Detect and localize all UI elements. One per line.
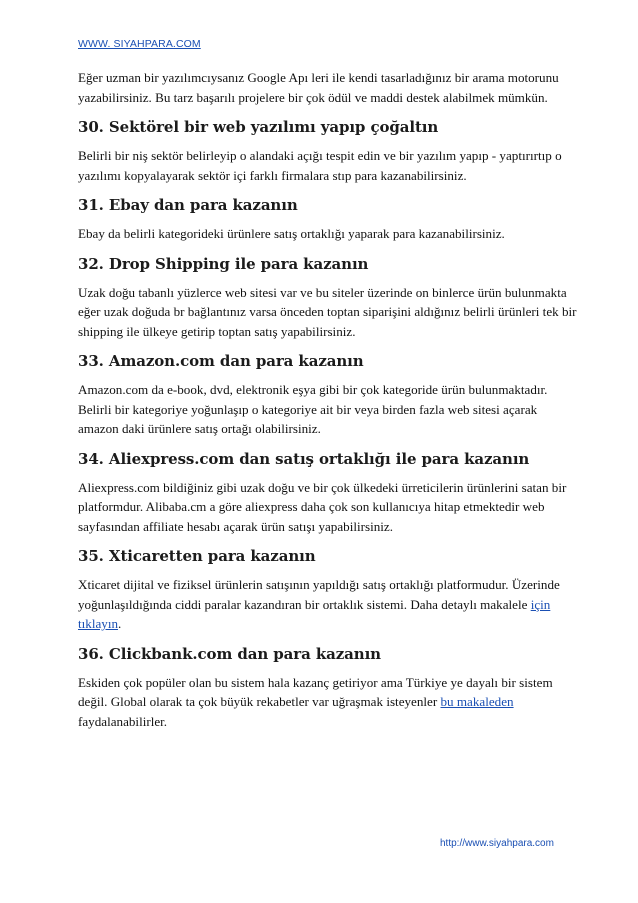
section-35-text: Xticaret dijital ve fiziksel ürünlerin satışının yapıldığı satış ortaklığı platformudur. Üzerinde yoğunlaşıldığında ciddi paralar kazandıran bir ortaklık sistemi. Daha detaylı makalele — [78, 577, 560, 612]
section-36-text-end: faydalanabilirler. — [78, 713, 168, 729]
section-31-body: Ebay da belirli kategorideki ürünlere satış ortaklığı yaparak para kazanabilirsiniz. — [78, 226, 505, 241]
section-34-title: 34. Aliexpress.com dan satış ortaklığı ile para kazanın — [78, 449, 530, 468]
section-35-text-end: . — [118, 616, 122, 631]
article-content — [78, 68, 578, 731]
section-35-link[interactable]: için tıklayın — [78, 596, 551, 631]
section-30-title: 30. Sektörel bir web yazılımı yapıp çoğaltın — [78, 118, 439, 136]
section-32-body: Uzak doğu tabanlı yüzlerce web sitesi var ve bu siteler üzerinde on binlerce ürün bulunmakta eğer uzak doğuda br bağlantınız varsa önceden toptan siparişini aldığınız belirli ürünleri tek bir shipping ile ülkeye getirip toptan satış yapabilirsiniz. — [78, 284, 577, 339]
section-32-title: 32. Drop Shipping ile para kazanın — [78, 254, 369, 273]
section-31-title: 31. Ebay dan para kazanın — [78, 196, 298, 214]
section-36-body — [78, 673, 578, 732]
section-33-body: Amazon.com da e-book, dvd, elektronik eşya gibi bir çok kategoride ürün bulunmaktadır. Belirli bir kategoriye yoğunlaşıp o kategoriye ait bir veya birden fazla web sitesi açarak amazon daki ürünlere satış ortağı olabilirsiniz. — [78, 382, 548, 436]
section-30-body: Belirli bir niş sektör belirleyip o alandaki açığı tespit edin ve bir yazılım yapıp - yaptırırtıp o yazılımı kopyalayarak sektör içi farklı firmalara stıp para kazanabilirsiniz. — [78, 148, 562, 183]
section-36-title: 36. Clickbank.com dan para kazanın — [78, 644, 381, 663]
intro-paragraph: Eğer uzman bir yazılımcıysanız Google Apı leri ile kendi tasarladığınız bir arama motorunu yazabilirsiniz. Bu tarz başarılı projelere bir çok ödül ve maddi destek alabilmek mümkün. — [78, 70, 559, 105]
section-36-link[interactable]: bu makaleden — [440, 694, 514, 709]
section-34-body: Aliexpress.com bildiğiniz gibi uzak doğu ve bir çok ülkedeki ürreticilerin ürünlerini satan bir platformdur. Alibaba.cm a göre aliexpress daha çok son kullanıcıya hitap etmektedir web sayfasından affiliate hesabı açarak ürün satışı yapabilirsiniz. — [78, 479, 567, 534]
section-33-title: 33. Amazon.com dan para kazanın — [78, 352, 364, 370]
footer-site-link[interactable]: http://www.siyahpara.com — [440, 838, 554, 849]
section-35-title: 35. Xticaretten para kazanın — [78, 547, 316, 565]
header-site-link[interactable]: WWW. SIYAHPARA.COM — [78, 38, 201, 50]
section-35-body — [78, 575, 578, 634]
section-36-text: Eskiden çok popüler olan bu sistem hala kazanç getiriyor ama Türkiye ye dayalı bir sistem değil. Global olarak ta çok büyük rekabetler var uğraşmak isteyenler — [78, 674, 553, 709]
